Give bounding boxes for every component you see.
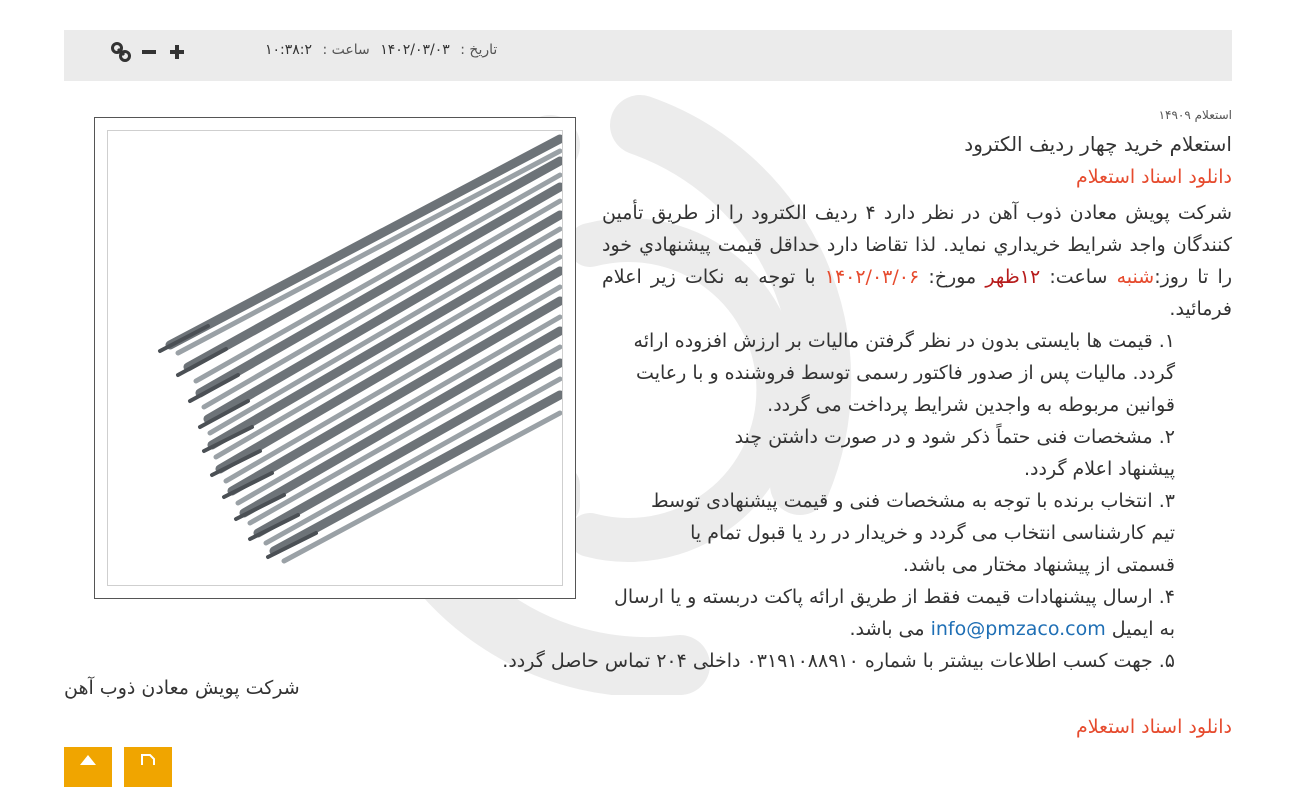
list-item: ۵. جهت کسب اطلاعات بیشتر با شماره ۰۳۱۹۱۰۸۸۹۱۰ داخلی ۲۰۴ تماس حاصل گردد. xyxy=(502,650,1175,672)
intro-text-end: با توجه به نکات زير اعلام فرمائيد. xyxy=(602,266,1232,320)
list-item: ۲. مشخصات فنی حتماً ذکر شود و در صورت داشتن چند پیشنهاد اعلام گردد. xyxy=(734,426,1175,480)
download-documents-link[interactable]: دانلود اسناد استعلام xyxy=(1075,166,1232,188)
company-name: شرکت پویش معادن ذوب آهن xyxy=(64,677,300,699)
conditions-list xyxy=(502,325,1175,677)
date-label: تاریخ : xyxy=(460,42,498,58)
inquiry-code: استعلام ۱۴۹۰۹ xyxy=(1158,108,1232,122)
item4-text-end: می باشد. xyxy=(849,618,931,640)
item4-text: ۴. ارسال پیشنهادات قیمت فقط از طریق ارائه پاکت دربسته و یا ارسال به ایمیل xyxy=(614,586,1175,640)
inquiry-intro xyxy=(602,197,1232,325)
list-item: ۱. قیمت ها بایستی بدون در نظر گرفتن مالیات بر ارزش افزوده ارائه گردد. مالیات پس از صدور فاکتور رسمی توسط فروشنده و با رعایت قوانین مربوطه به واجدین شرایط پرداخت می گردد. xyxy=(633,330,1175,416)
time-label: ساعت : xyxy=(322,42,370,58)
date-prefix: مورخ: xyxy=(919,266,986,288)
inquiry-title: استعلام خرید چهار ردیف الکترود xyxy=(964,132,1232,156)
list-item xyxy=(595,581,1175,645)
email-link[interactable]: info@pmzaco.com xyxy=(930,618,1106,640)
time-value: ۱۰:۳۸:۲ xyxy=(265,42,313,58)
intro-text: شرکت پویش معادن ذوب آهن در نظر دارد ۴ ردیف الکترود را از طریق تأمین کنندگان واجد شرايط خريداري نمايد. لذا تقاضا دارد حداقل قيمت پيشنهادي خود را تا روز: xyxy=(602,202,1233,288)
time-prefix: ساعت: xyxy=(1040,266,1117,288)
download-documents-link-bottom[interactable]: دانلود اسناد استعلام xyxy=(1075,716,1232,738)
deadline-time: ۱۲ظهر xyxy=(985,266,1041,288)
list-item: ۳. انتخاب برنده با توجه به مشخصات فنی و قیمت پیشنهادی توسط تیم کارشناسی انتخاب می گردد و خریدار در رد یا قبول تمام یا قسمتی از پیشنهاد مختار می باشد. xyxy=(651,490,1175,576)
deadline-date: ۱۴۰۲/۰۳/۰۶ xyxy=(824,266,920,288)
deadline-day: شنبه xyxy=(1116,266,1155,288)
date-value: ۱۴۰۲/۰۳/۰۳ xyxy=(380,42,450,58)
